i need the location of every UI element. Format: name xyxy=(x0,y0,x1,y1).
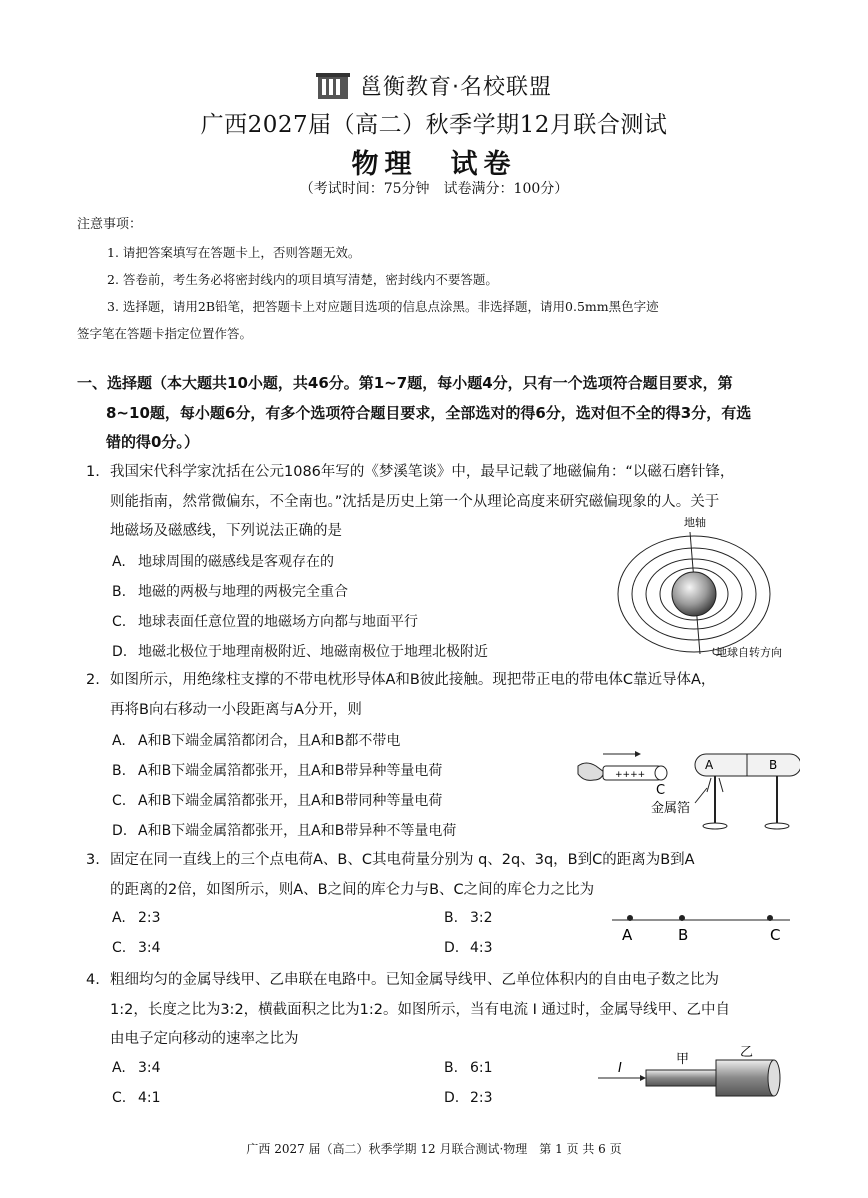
brand-name: 邕衡教育·名校联盟 xyxy=(360,75,552,100)
charge-marks: ++++ xyxy=(615,770,646,780)
section-line: 一、选择题（本大题共10小题，共46分。第1~7题，每小题4分，只有一个选项符合题目要求，第 xyxy=(77,374,733,392)
label-current: I xyxy=(618,1061,622,1076)
stem-line: 地磁场及磁感线，下列说法正确的是 xyxy=(110,523,342,539)
label-jia: 甲 xyxy=(676,1052,690,1067)
rotation-label: 地球自转方向 xyxy=(716,646,782,659)
label-foil: 金属箔 xyxy=(651,801,691,816)
notice-heading: 注意事项： xyxy=(77,217,143,232)
option-d: D. 地磁北极位于地理南极附近、地磁南极位于地理北极附近 xyxy=(112,644,488,660)
section-line: 错的得0分。） xyxy=(106,433,199,451)
stem-line: 则能指南，然常微偏东，不全南也。”沈括是历史上第一个从理论高度来研究磁偏现象的人。关于 xyxy=(110,493,720,510)
stem-line: 1:2，长度之比为3:2，横截面积之比为1:2。如图所示，当有电流 I 通过时，金属导线甲、乙中自 xyxy=(110,1001,730,1018)
option-b: B. A和B下端金属箔都张开，且A和B带异种等量电荷 xyxy=(112,763,443,779)
option-b: B. 3:2 xyxy=(444,910,493,926)
stem-line: 再将B向右移动一小段距离与A分开，则 xyxy=(110,701,362,718)
conductor-figure xyxy=(575,748,800,836)
section-line: 8~10题，每小题6分，有多个选项符合题目要求，全部选对的得6分，选对但不全的得3分，有选 xyxy=(106,403,752,422)
stem-line: 粗细均匀的金属导线甲、乙串联在电路中。已知金属导线甲、乙单位体积内的自由电子数之比为 xyxy=(110,972,719,988)
option-a: A. 3:4 xyxy=(112,1060,161,1076)
brand-logo-icon xyxy=(316,71,350,101)
option-d: D. A和B下端金属箔都张开，且A和B带异种不等量电荷 xyxy=(112,823,457,839)
question-stem xyxy=(110,458,800,517)
notice-item: 3. 选择题，请用2B铅笔，把答题卡上对应题目选项的信息点涂黑。非选择题，请用0.5mm黑色字迹 xyxy=(107,299,659,314)
stem-line: 由电子定向移动的速率之比为 xyxy=(110,1031,299,1047)
question-number: 3. xyxy=(86,852,100,868)
option-d: D. 4:3 xyxy=(444,940,493,956)
label-yi: 乙 xyxy=(740,1046,754,1060)
label-b: B xyxy=(678,926,689,944)
axis-label: 地轴 xyxy=(684,516,706,529)
option-a: A. 地球周围的磁感线是客观存在的 xyxy=(112,554,334,570)
option-c: C. 3:4 xyxy=(112,940,161,956)
question-number: 1. xyxy=(86,464,100,480)
stem-line: 如图所示，用绝缘柱支撑的不带电枕形导体A和B彼此接触。现把带正电的带电体C靠近导体A， xyxy=(110,672,716,688)
stem-line: 固定在同一直线上的三个点电荷A、B、C其电荷量分别为 q、2q、3q，B到C的距离为B到A xyxy=(110,852,695,868)
option-b: B. 地磁的两极与地理的两极完全重合 xyxy=(112,584,348,600)
page-footer: 广西 2027 届（高二）秋季学期 12 月联合测试·物理 第 1 页 共 6 页 xyxy=(246,1142,622,1156)
option-b: B. 6:1 xyxy=(444,1060,493,1076)
exam-info: （考试时间：75分钟 试卷满分：100分） xyxy=(299,181,569,197)
notice-item-continued: 签字笔在答题卡指定位置作答。 xyxy=(77,326,253,341)
question-number: 4. xyxy=(86,972,100,988)
stem-line: 的距离的2倍，如图所示，则A、B之间的库仑力与B、C之间的库仑力之比为 xyxy=(110,881,595,898)
question-number: 2. xyxy=(86,672,100,688)
label-c: C xyxy=(656,783,666,798)
option-d: D. 2:3 xyxy=(444,1090,493,1106)
option-a: A. 2:3 xyxy=(112,910,161,926)
label-c: C xyxy=(770,926,781,944)
option-c: C. 地球表面任意位置的地磁场方向都与地面平行 xyxy=(112,614,418,630)
earth-magnetic-field-figure xyxy=(612,512,802,662)
label-a: A xyxy=(622,926,633,944)
point-charges-figure xyxy=(612,908,792,944)
notice-item: 2. 答卷前，考生务必将密封线内的项目填写清楚，密封线内不要答题。 xyxy=(107,272,498,287)
exam-title: 广西2027届（高二）秋季学期12月联合测试 xyxy=(200,112,668,138)
label-a: A xyxy=(705,758,714,772)
wires-figure xyxy=(596,1046,786,1100)
option-c: C. 4:1 xyxy=(112,1090,161,1106)
label-b: B xyxy=(769,758,778,772)
brand-header xyxy=(0,70,868,107)
notice-item: 1. 请把答案填写在答题卡上，否则答题无效。 xyxy=(107,245,361,260)
option-c: C. A和B下端金属箔都张开，且A和B带同种等量电荷 xyxy=(112,793,443,809)
section-heading xyxy=(77,369,797,458)
option-a: A. A和B下端金属箔都闭合，且A和B都不带电 xyxy=(112,733,401,749)
stem-line: 我国宋代科学家沈括在公元1086年写的《梦溪笔谈》中，最早记载了地磁偏角：“以磁石磨针锋， xyxy=(110,464,735,480)
subject-title: 物理 试卷 xyxy=(351,149,517,180)
